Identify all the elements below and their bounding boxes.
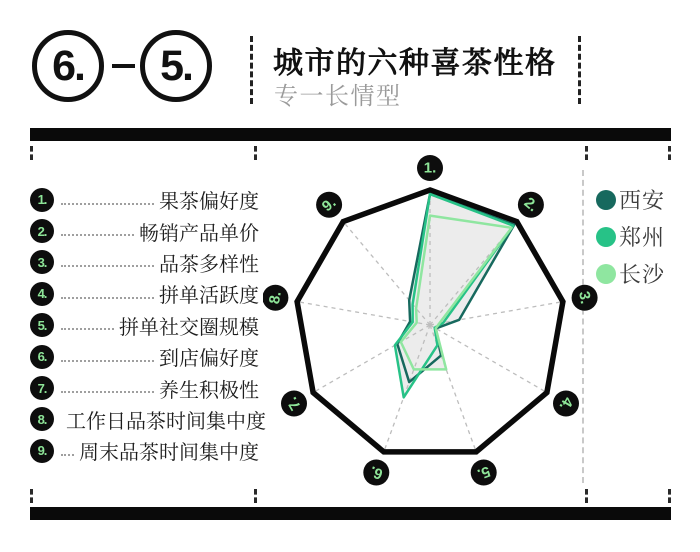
vertex-number-label: 2. (520, 194, 542, 216)
page-subtitle: 专一长情型 (274, 83, 402, 110)
axis-list-item (30, 278, 259, 309)
legend-city-label: 西安 (619, 188, 666, 213)
legend-city-label: 长沙 (619, 262, 666, 287)
axis-label: 拼单社交圈规模 (119, 316, 259, 339)
tick-mark (254, 146, 257, 160)
bottom-rule-bar (30, 507, 671, 520)
radar-chart (263, 148, 607, 490)
legend-color-dot-icon (596, 227, 616, 247)
header-dashed-separator-right (578, 36, 581, 104)
header-dash (112, 64, 135, 68)
dotted-leader (61, 391, 154, 393)
axis-list-item (30, 341, 259, 372)
vertex-number-label: 1. (423, 159, 437, 177)
vertex-number-label: 6. (367, 462, 386, 483)
vertex-number-label: 8. (265, 290, 285, 306)
header-dashed-separator-left (250, 36, 253, 104)
tick-mark (30, 146, 33, 160)
dotted-leader (61, 265, 154, 267)
page-title: 城市的六种喜茶性格 (273, 47, 557, 80)
axis-number-badge: 2. (30, 219, 54, 243)
axis-number-badge: 3. (30, 250, 54, 274)
legend-item (596, 261, 665, 286)
axis-list-item (30, 215, 259, 246)
axis-number-badge: 8. (30, 407, 54, 431)
axis-list-item (30, 404, 266, 435)
vertex-number-label: 9. (318, 194, 340, 216)
header-number-badge-6: 6. (32, 30, 104, 102)
axis-label: 养生积极性 (159, 379, 259, 402)
city-legend (596, 187, 665, 286)
axis-number-badge: 5. (30, 313, 54, 337)
header-number-badge-5: 5. (140, 30, 212, 102)
radar-chart-area (263, 148, 607, 490)
tick-mark (254, 489, 257, 503)
axis-list-item (30, 372, 259, 403)
axis-label: 周末品茶时间集中度 (79, 442, 259, 465)
legend-color-dot-icon (596, 264, 616, 284)
axis-number-badge: 9. (30, 439, 54, 463)
axis-label: 工作日品茶时间集中度 (66, 410, 266, 433)
dotted-leader (61, 328, 114, 330)
vertex-number-label: 4. (555, 393, 577, 414)
legend-item (596, 187, 665, 212)
top-rule-bar (30, 128, 671, 141)
axis-number-badge: 4. (30, 282, 54, 306)
vertex-number-label: 5. (474, 462, 493, 483)
axis-number-badge: 1. (30, 188, 54, 212)
tick-mark (668, 489, 671, 503)
tick-mark (668, 146, 671, 160)
legend-city-label: 郑州 (619, 225, 666, 250)
axis-label: 畅销产品单价 (139, 222, 259, 245)
axis-list-item (30, 184, 259, 215)
dotted-leader (61, 454, 74, 456)
axis-number-badge: 6. (30, 345, 54, 369)
legend-item (596, 224, 665, 249)
axis-list (30, 184, 266, 467)
legend-color-dot-icon (596, 190, 616, 210)
dotted-leader (61, 234, 134, 236)
tick-mark (585, 489, 588, 503)
dotted-leader (61, 203, 154, 205)
axis-label: 到店偏好度 (159, 348, 259, 371)
tick-mark (30, 489, 33, 503)
axis-label: 果茶偏好度 (159, 191, 259, 214)
axis-list-item (30, 310, 259, 341)
vertex-number-label: 3. (575, 290, 595, 306)
axis-list-item (30, 435, 259, 466)
axis-label: 拼单活跃度 (159, 285, 259, 308)
radar-spoke (430, 325, 547, 393)
dotted-leader (61, 360, 154, 362)
axis-list-item (30, 247, 259, 278)
axis-label: 品茶多样性 (159, 253, 259, 276)
axis-number-badge: 7. (30, 376, 54, 400)
vertex-number-label: 7. (283, 393, 305, 414)
dotted-leader (61, 297, 154, 299)
